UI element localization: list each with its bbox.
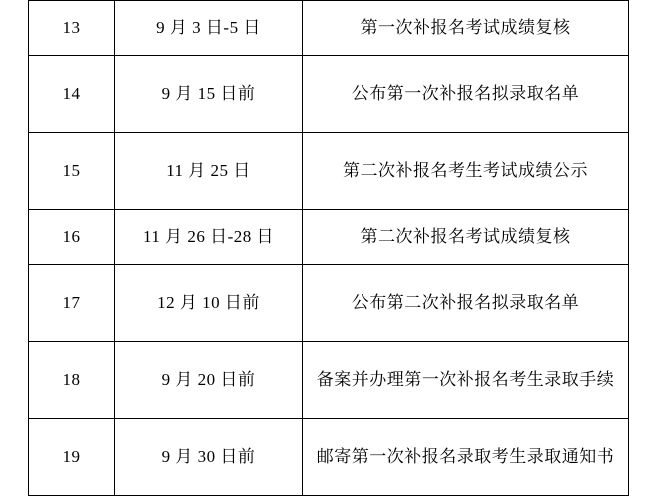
row-date: 9 月 20 日前 xyxy=(115,342,303,419)
table-row xyxy=(29,56,629,133)
row-date: 9 月 30 日前 xyxy=(115,419,303,496)
row-date: 9 月 3 日-5 日 xyxy=(115,1,303,56)
row-date: 11 月 26 日-28 日 xyxy=(115,210,303,265)
table-row xyxy=(29,419,629,496)
row-number: 16 xyxy=(29,210,115,265)
schedule-table xyxy=(28,0,629,496)
row-number: 14 xyxy=(29,56,115,133)
table-row xyxy=(29,210,629,265)
row-item: 公布第一次补报名拟录取名单 xyxy=(303,56,629,133)
row-item: 第一次补报名考试成绩复核 xyxy=(303,1,629,56)
row-item: 第二次补报名考试成绩复核 xyxy=(303,210,629,265)
table-row xyxy=(29,342,629,419)
schedule-table-body xyxy=(29,1,629,496)
table-row xyxy=(29,133,629,210)
row-number: 19 xyxy=(29,419,115,496)
row-number: 15 xyxy=(29,133,115,210)
row-number: 17 xyxy=(29,265,115,342)
row-item: 备案并办理第一次补报名考生录取手续 xyxy=(303,342,629,419)
row-date: 11 月 25 日 xyxy=(115,133,303,210)
row-number: 18 xyxy=(29,342,115,419)
row-item: 邮寄第一次补报名录取考生录取通知书 xyxy=(303,419,629,496)
table-row xyxy=(29,265,629,342)
table-row xyxy=(29,1,629,56)
row-date: 12 月 10 日前 xyxy=(115,265,303,342)
row-number: 13 xyxy=(29,1,115,56)
row-item: 第二次补报名考生考试成绩公示 xyxy=(303,133,629,210)
row-item: 公布第二次补报名拟录取名单 xyxy=(303,265,629,342)
row-date: 9 月 15 日前 xyxy=(115,56,303,133)
